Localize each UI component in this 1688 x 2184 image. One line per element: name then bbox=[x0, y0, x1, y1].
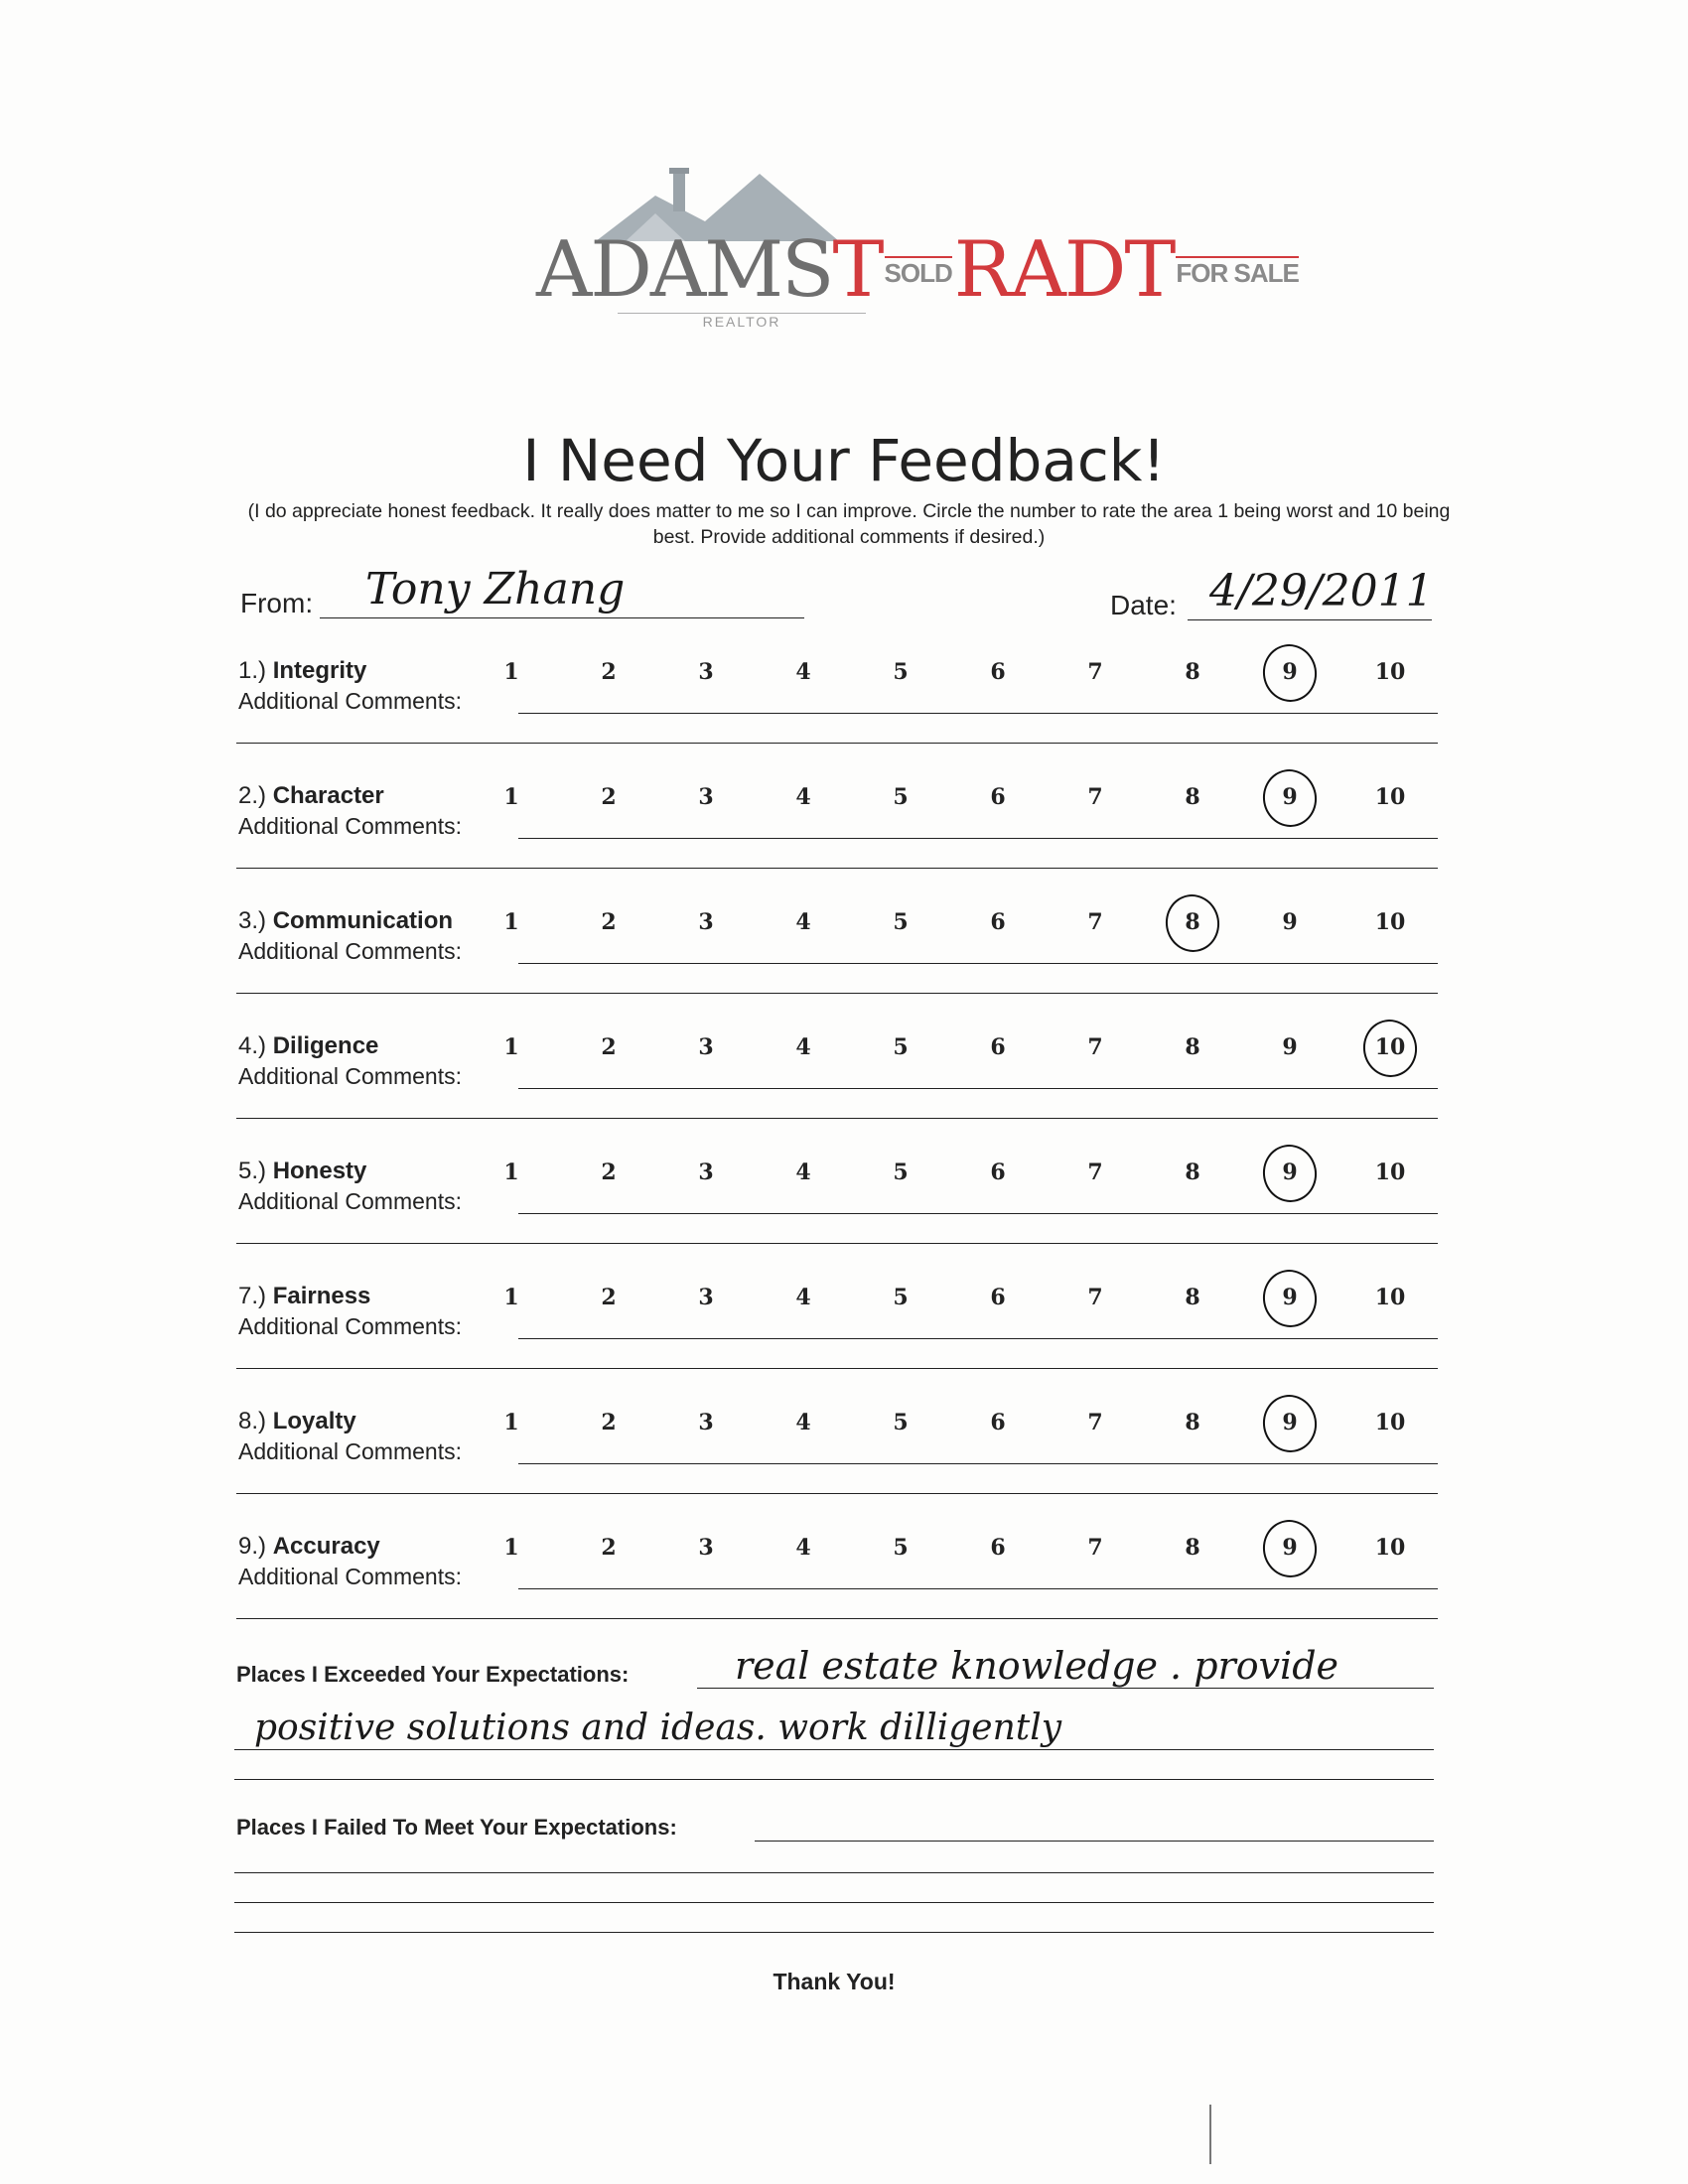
score-option-3[interactable]: 3 bbox=[698, 1160, 714, 1185]
rating-number: 5.) bbox=[238, 1158, 267, 1184]
score-option-7[interactable]: 7 bbox=[1087, 1535, 1103, 1561]
rating-number: 1.) bbox=[238, 657, 267, 684]
comment-line-1[interactable] bbox=[518, 1588, 1438, 1589]
score-option-6[interactable]: 6 bbox=[990, 1034, 1006, 1060]
from-line bbox=[320, 617, 804, 618]
rating-name: Communication bbox=[272, 907, 454, 934]
score-option-3[interactable]: 3 bbox=[698, 909, 714, 935]
rating-name: Honesty bbox=[272, 1158, 367, 1184]
failed-line-2 bbox=[234, 1872, 1434, 1873]
comment-line-1[interactable] bbox=[518, 963, 1438, 964]
score-option-5[interactable]: 5 bbox=[893, 659, 909, 685]
score-option-3[interactable]: 3 bbox=[698, 659, 714, 685]
score-option-5[interactable]: 5 bbox=[893, 1034, 909, 1060]
score-option-5[interactable]: 5 bbox=[893, 784, 909, 810]
score-option-7[interactable]: 7 bbox=[1087, 659, 1103, 685]
score-option-1[interactable]: 1 bbox=[503, 1160, 519, 1185]
rating-number: 7.) bbox=[238, 1283, 267, 1309]
score-option-4[interactable]: 4 bbox=[795, 1535, 811, 1561]
score-option-4[interactable]: 4 bbox=[795, 1034, 811, 1060]
score-option-4[interactable]: 4 bbox=[795, 1285, 811, 1310]
rating-name: Fairness bbox=[272, 1283, 371, 1309]
date-value[interactable]: 4/29/2011 bbox=[1209, 566, 1434, 616]
from-label: From: bbox=[240, 588, 314, 618]
rating-number: 8.) bbox=[238, 1408, 267, 1434]
rating-row-fairness bbox=[236, 1283, 1438, 1402]
comment-line-1[interactable] bbox=[518, 838, 1438, 839]
score-option-10[interactable]: 10 bbox=[1374, 909, 1406, 935]
comment-line-2[interactable] bbox=[236, 743, 1438, 744]
score-option-6[interactable]: 6 bbox=[990, 1410, 1006, 1435]
score-option-6[interactable]: 6 bbox=[990, 784, 1006, 810]
page-title: I Need Your Feedback! bbox=[522, 427, 1166, 494]
score-option-5[interactable]: 5 bbox=[893, 1285, 909, 1310]
rating-number: 2.) bbox=[238, 782, 267, 809]
rating-name: Integrity bbox=[272, 657, 367, 684]
score-option-4[interactable]: 4 bbox=[795, 659, 811, 685]
comment-line-1[interactable] bbox=[518, 1338, 1438, 1339]
score-option-10[interactable]: 10 bbox=[1374, 784, 1406, 810]
score-option-10[interactable]: 10 bbox=[1365, 1034, 1415, 1060]
score-option-7[interactable]: 7 bbox=[1087, 1410, 1103, 1435]
score-option-9[interactable]: 9 bbox=[1265, 1285, 1315, 1310]
score-option-2[interactable]: 2 bbox=[601, 784, 617, 810]
score-option-8[interactable]: 8 bbox=[1185, 1285, 1200, 1310]
score-option-6[interactable]: 6 bbox=[990, 909, 1006, 935]
score-option-2[interactable]: 2 bbox=[601, 1034, 617, 1060]
rating-row-communication bbox=[236, 907, 1438, 1026]
score-option-9[interactable]: 9 bbox=[1265, 659, 1315, 685]
exceeded-text-2[interactable]: positive solutions and ideas. work dilligently bbox=[254, 1707, 1062, 1748]
exceeded-line-1 bbox=[697, 1688, 1434, 1689]
score-option-7[interactable]: 7 bbox=[1087, 1034, 1103, 1060]
score-option-3[interactable]: 3 bbox=[698, 1285, 714, 1310]
score-option-9[interactable]: 9 bbox=[1265, 1410, 1315, 1435]
score-option-1[interactable]: 1 bbox=[503, 1285, 519, 1310]
from-value[interactable]: Tony Zhang bbox=[365, 564, 626, 614]
rating-label bbox=[238, 1283, 370, 1310]
score-option-1[interactable]: 1 bbox=[503, 909, 519, 935]
comment-line-1[interactable] bbox=[518, 1213, 1438, 1214]
comment-line-2[interactable] bbox=[236, 993, 1438, 994]
failed-line-3 bbox=[234, 1902, 1434, 1903]
scan-artifact-line bbox=[1209, 2105, 1211, 2164]
rating-name: Loyalty bbox=[272, 1408, 356, 1434]
score-option-7[interactable]: 7 bbox=[1087, 784, 1103, 810]
comment-line-2[interactable] bbox=[236, 1493, 1438, 1494]
score-option-8[interactable]: 8 bbox=[1168, 909, 1217, 935]
rating-name: Diligence bbox=[272, 1032, 379, 1059]
company-logo bbox=[536, 164, 1299, 330]
instructions-text: (I do appreciate honest feedback. It really does matter to me so I can improve. Circle the number to rate the area 1 being worst and 10 being best. Provide additional comments if desired.) bbox=[247, 500, 1451, 548]
score-option-8[interactable]: 8 bbox=[1185, 1160, 1200, 1185]
score-option-2[interactable]: 2 bbox=[601, 659, 617, 685]
score-option-9[interactable]: 9 bbox=[1265, 1160, 1315, 1185]
additional-comments-label: Additional Comments: bbox=[238, 1564, 462, 1589]
rating-label bbox=[238, 1158, 366, 1185]
score-option-4[interactable]: 4 bbox=[795, 1160, 811, 1185]
score-option-7[interactable]: 7 bbox=[1087, 1160, 1103, 1185]
thank-you-text: Thank You! bbox=[773, 1969, 896, 1994]
comment-line-2[interactable] bbox=[236, 1118, 1438, 1119]
score-option-8[interactable]: 8 bbox=[1185, 1535, 1200, 1561]
score-option-1[interactable]: 1 bbox=[503, 1410, 519, 1435]
score-option-8[interactable]: 8 bbox=[1185, 1410, 1200, 1435]
score-option-1[interactable]: 1 bbox=[503, 659, 519, 685]
score-option-2[interactable]: 2 bbox=[601, 909, 617, 935]
score-option-9[interactable]: 9 bbox=[1282, 1034, 1298, 1060]
score-option-6[interactable]: 6 bbox=[990, 1160, 1006, 1185]
score-option-4[interactable]: 4 bbox=[795, 1410, 811, 1435]
failed-line-4 bbox=[234, 1932, 1434, 1933]
score-option-2[interactable]: 2 bbox=[601, 1535, 617, 1561]
score-option-6[interactable]: 6 bbox=[990, 659, 1006, 685]
score-option-1[interactable]: 1 bbox=[503, 1034, 519, 1060]
exceeded-line-3 bbox=[234, 1779, 1434, 1780]
rating-row-honesty bbox=[236, 1158, 1438, 1277]
rating-label bbox=[238, 657, 366, 685]
score-option-8[interactable]: 8 bbox=[1185, 784, 1200, 810]
score-option-5[interactable]: 5 bbox=[893, 1160, 909, 1185]
score-option-3[interactable]: 3 bbox=[698, 1535, 714, 1561]
comment-line-2[interactable] bbox=[236, 1368, 1438, 1369]
score-option-2[interactable]: 2 bbox=[601, 1285, 617, 1310]
additional-comments-label: Additional Comments: bbox=[238, 938, 462, 964]
comment-line-1[interactable] bbox=[518, 1088, 1438, 1089]
score-option-10[interactable]: 10 bbox=[1374, 659, 1406, 685]
score-option-9[interactable]: 9 bbox=[1282, 909, 1298, 935]
rating-name: Character bbox=[272, 782, 384, 809]
score-option-1[interactable]: 1 bbox=[503, 784, 519, 810]
score-option-2[interactable]: 2 bbox=[601, 1160, 617, 1185]
failed-line-1 bbox=[755, 1841, 1434, 1842]
score-option-10[interactable]: 10 bbox=[1374, 1410, 1406, 1435]
logo-part-3: RADT bbox=[953, 225, 1175, 315]
additional-comments-label: Additional Comments: bbox=[238, 688, 462, 714]
rating-number: 4.) bbox=[238, 1032, 267, 1059]
logo-tag-for-sale: FOR SALE bbox=[1176, 258, 1299, 288]
rating-label bbox=[238, 1533, 380, 1561]
rating-label bbox=[238, 1032, 378, 1060]
rating-label bbox=[238, 782, 384, 810]
rating-row-character bbox=[236, 782, 1438, 901]
additional-comments-label: Additional Comments: bbox=[238, 1063, 462, 1089]
rating-row-accuracy bbox=[236, 1533, 1438, 1652]
score-option-10[interactable]: 10 bbox=[1374, 1285, 1406, 1310]
logo-wordmark bbox=[536, 225, 1301, 315]
logo-part-1: ADAMS bbox=[536, 225, 833, 315]
comment-line-1[interactable] bbox=[518, 713, 1438, 714]
rating-row-loyalty bbox=[236, 1408, 1438, 1527]
score-option-1[interactable]: 1 bbox=[503, 1535, 519, 1561]
date-line bbox=[1188, 619, 1432, 620]
score-option-6[interactable]: 6 bbox=[990, 1285, 1006, 1310]
additional-comments-label: Additional Comments: bbox=[238, 1313, 462, 1339]
rating-number: 3.) bbox=[238, 907, 267, 934]
score-option-7[interactable]: 7 bbox=[1087, 909, 1103, 935]
score-option-10[interactable]: 10 bbox=[1374, 1535, 1406, 1561]
date-label: Date: bbox=[1110, 590, 1177, 620]
comment-line-2[interactable] bbox=[236, 1618, 1438, 1619]
rating-label bbox=[238, 1408, 356, 1435]
score-option-10[interactable]: 10 bbox=[1374, 1160, 1406, 1185]
score-option-4[interactable]: 4 bbox=[795, 784, 811, 810]
failed-label: Places I Failed To Meet Your Expectations: bbox=[236, 1815, 677, 1840]
score-option-3[interactable]: 3 bbox=[698, 1410, 714, 1435]
score-option-5[interactable]: 5 bbox=[893, 909, 909, 935]
additional-comments-label: Additional Comments: bbox=[238, 813, 462, 839]
comment-line-2[interactable] bbox=[236, 1243, 1438, 1244]
score-option-5[interactable]: 5 bbox=[893, 1535, 909, 1561]
additional-comments-label: Additional Comments: bbox=[238, 1188, 462, 1214]
exceeded-text-1[interactable]: real estate knowledge . provide bbox=[735, 1644, 1339, 1688]
comment-line-2[interactable] bbox=[236, 868, 1438, 869]
score-option-8[interactable]: 8 bbox=[1185, 1034, 1200, 1060]
comment-line-1[interactable] bbox=[518, 1463, 1438, 1464]
score-option-4[interactable]: 4 bbox=[795, 909, 811, 935]
rating-number: 9.) bbox=[238, 1533, 267, 1560]
score-option-2[interactable]: 2 bbox=[601, 1410, 617, 1435]
exceeded-line-2 bbox=[234, 1749, 1434, 1750]
rating-label bbox=[238, 907, 453, 935]
score-option-7[interactable]: 7 bbox=[1087, 1285, 1103, 1310]
score-option-9[interactable]: 9 bbox=[1265, 784, 1315, 810]
score-option-3[interactable]: 3 bbox=[698, 784, 714, 810]
logo-tag-sold: SOLD bbox=[884, 258, 952, 288]
score-option-6[interactable]: 6 bbox=[990, 1535, 1006, 1561]
score-option-3[interactable]: 3 bbox=[698, 1034, 714, 1060]
rating-name: Accuracy bbox=[272, 1533, 380, 1560]
logo-realtor-subtitle: REALTOR bbox=[618, 313, 866, 330]
score-option-8[interactable]: 8 bbox=[1185, 659, 1200, 685]
logo-part-2: T bbox=[832, 225, 883, 315]
score-option-9[interactable]: 9 bbox=[1265, 1535, 1315, 1561]
additional-comments-label: Additional Comments: bbox=[238, 1438, 462, 1464]
rating-row-integrity bbox=[236, 657, 1438, 776]
score-option-5[interactable]: 5 bbox=[893, 1410, 909, 1435]
exceeded-label: Places I Exceeded Your Expectations: bbox=[236, 1662, 630, 1687]
rating-row-diligence bbox=[236, 1032, 1438, 1152]
